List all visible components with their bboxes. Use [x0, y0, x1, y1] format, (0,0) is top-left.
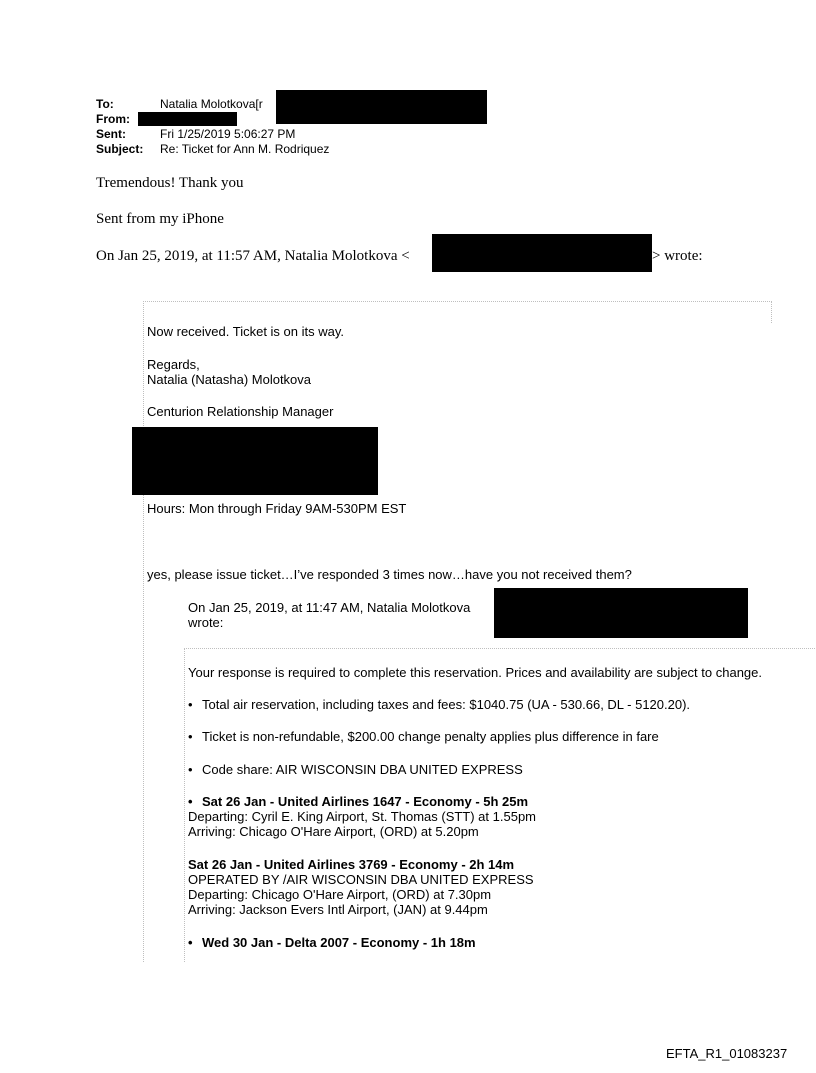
sent-label: Sent:: [96, 127, 126, 141]
bullet-marker: •: [188, 729, 193, 744]
to-value: Natalia Molotkova[r: [160, 97, 263, 111]
redaction-email-2: [494, 588, 748, 638]
flight-1-departing: Departing: Cyril E. King Airport, St. Thomas (STT) at 1.55pm: [188, 809, 536, 824]
flight-2-title: Sat 26 Jan - United Airlines 3769 - Economy - 2h 14m: [188, 857, 515, 872]
regards-text: Regards,: [147, 357, 200, 372]
quote-intro-2-line-1: On Jan 25, 2019, at 11:47 AM, Natalia Molotkova: [188, 600, 471, 615]
redaction-from: [138, 112, 237, 126]
quote-intro-suffix: > wrote:: [652, 248, 703, 264]
bullet-marker: •: [188, 935, 193, 950]
refund-policy-text: Ticket is non-refundable, $200.00 change penalty applies plus difference in fare: [202, 729, 659, 744]
sent-value: Fri 1/25/2019 5:06:27 PM: [160, 127, 296, 141]
redaction-signature: [132, 427, 378, 495]
bullet-marker: •: [188, 697, 193, 712]
document-id: EFTA_R1_01083237: [666, 1046, 788, 1061]
subject-label: Subject:: [96, 142, 144, 156]
flight-2-arriving: Arriving: Jackson Evers Intl Airport, (JAN) at 9.44pm: [188, 902, 488, 917]
issue-ticket-text: yes, please issue ticket…I’ve responded 3 times now…have you not received them?: [147, 567, 632, 582]
office-hours: Hours: Mon through Friday 9AM-530PM EST: [147, 501, 407, 516]
quote-intro-prefix: On Jan 25, 2019, at 11:57 AM, Natalia Molotkova <: [96, 248, 410, 264]
flight-1-title: Sat 26 Jan - United Airlines 1647 - Economy - 5h 25m: [202, 794, 529, 809]
subject-value: Re: Ticket for Ann M. Rodriquez: [160, 142, 330, 156]
flight-2-departing: Departing: Chicago O'Hare Airport, (ORD) at 7.30pm: [188, 887, 492, 902]
flight-2-operated-by: OPERATED BY /AIR WISCONSIN DBA UNITED EXPRESS: [188, 872, 534, 887]
to-label: To:: [96, 97, 114, 111]
sender-name: Natalia (Natasha) Molotkova: [147, 372, 312, 387]
quote-intro-2-line-2: wrote:: [188, 615, 224, 630]
bullet-marker: •: [188, 794, 193, 809]
redaction-to: [276, 90, 487, 124]
ticket-received-text: Now received. Ticket is on its way.: [147, 324, 344, 339]
redaction-email-1: [432, 234, 652, 272]
from-label: From:: [96, 112, 130, 126]
flight-1-arriving: Arriving: Chicago O'Hare Airport, (ORD) at 5.20pm: [188, 824, 479, 839]
flight-3-title: Wed 30 Jan - Delta 2007 - Economy - 1h 18m: [202, 935, 476, 950]
bullet-marker: •: [188, 762, 193, 777]
sender-title: Centurion Relationship Manager: [147, 404, 334, 419]
response-required-text: Your response is required to complete this reservation. Prices and availability are subject to change.: [188, 665, 762, 680]
reply-line-2: Sent from my iPhone: [96, 211, 224, 227]
code-share-text: Code share: AIR WISCONSIN DBA UNITED EXPRESS: [202, 762, 523, 777]
total-reservation-text: Total air reservation, including taxes and fees: $1040.75 (UA - 530.66, DL - 5120.20).: [202, 697, 691, 712]
reply-line-1: Tremendous! Thank you: [96, 175, 244, 191]
quoted-block-1-border-right: [771, 301, 772, 323]
